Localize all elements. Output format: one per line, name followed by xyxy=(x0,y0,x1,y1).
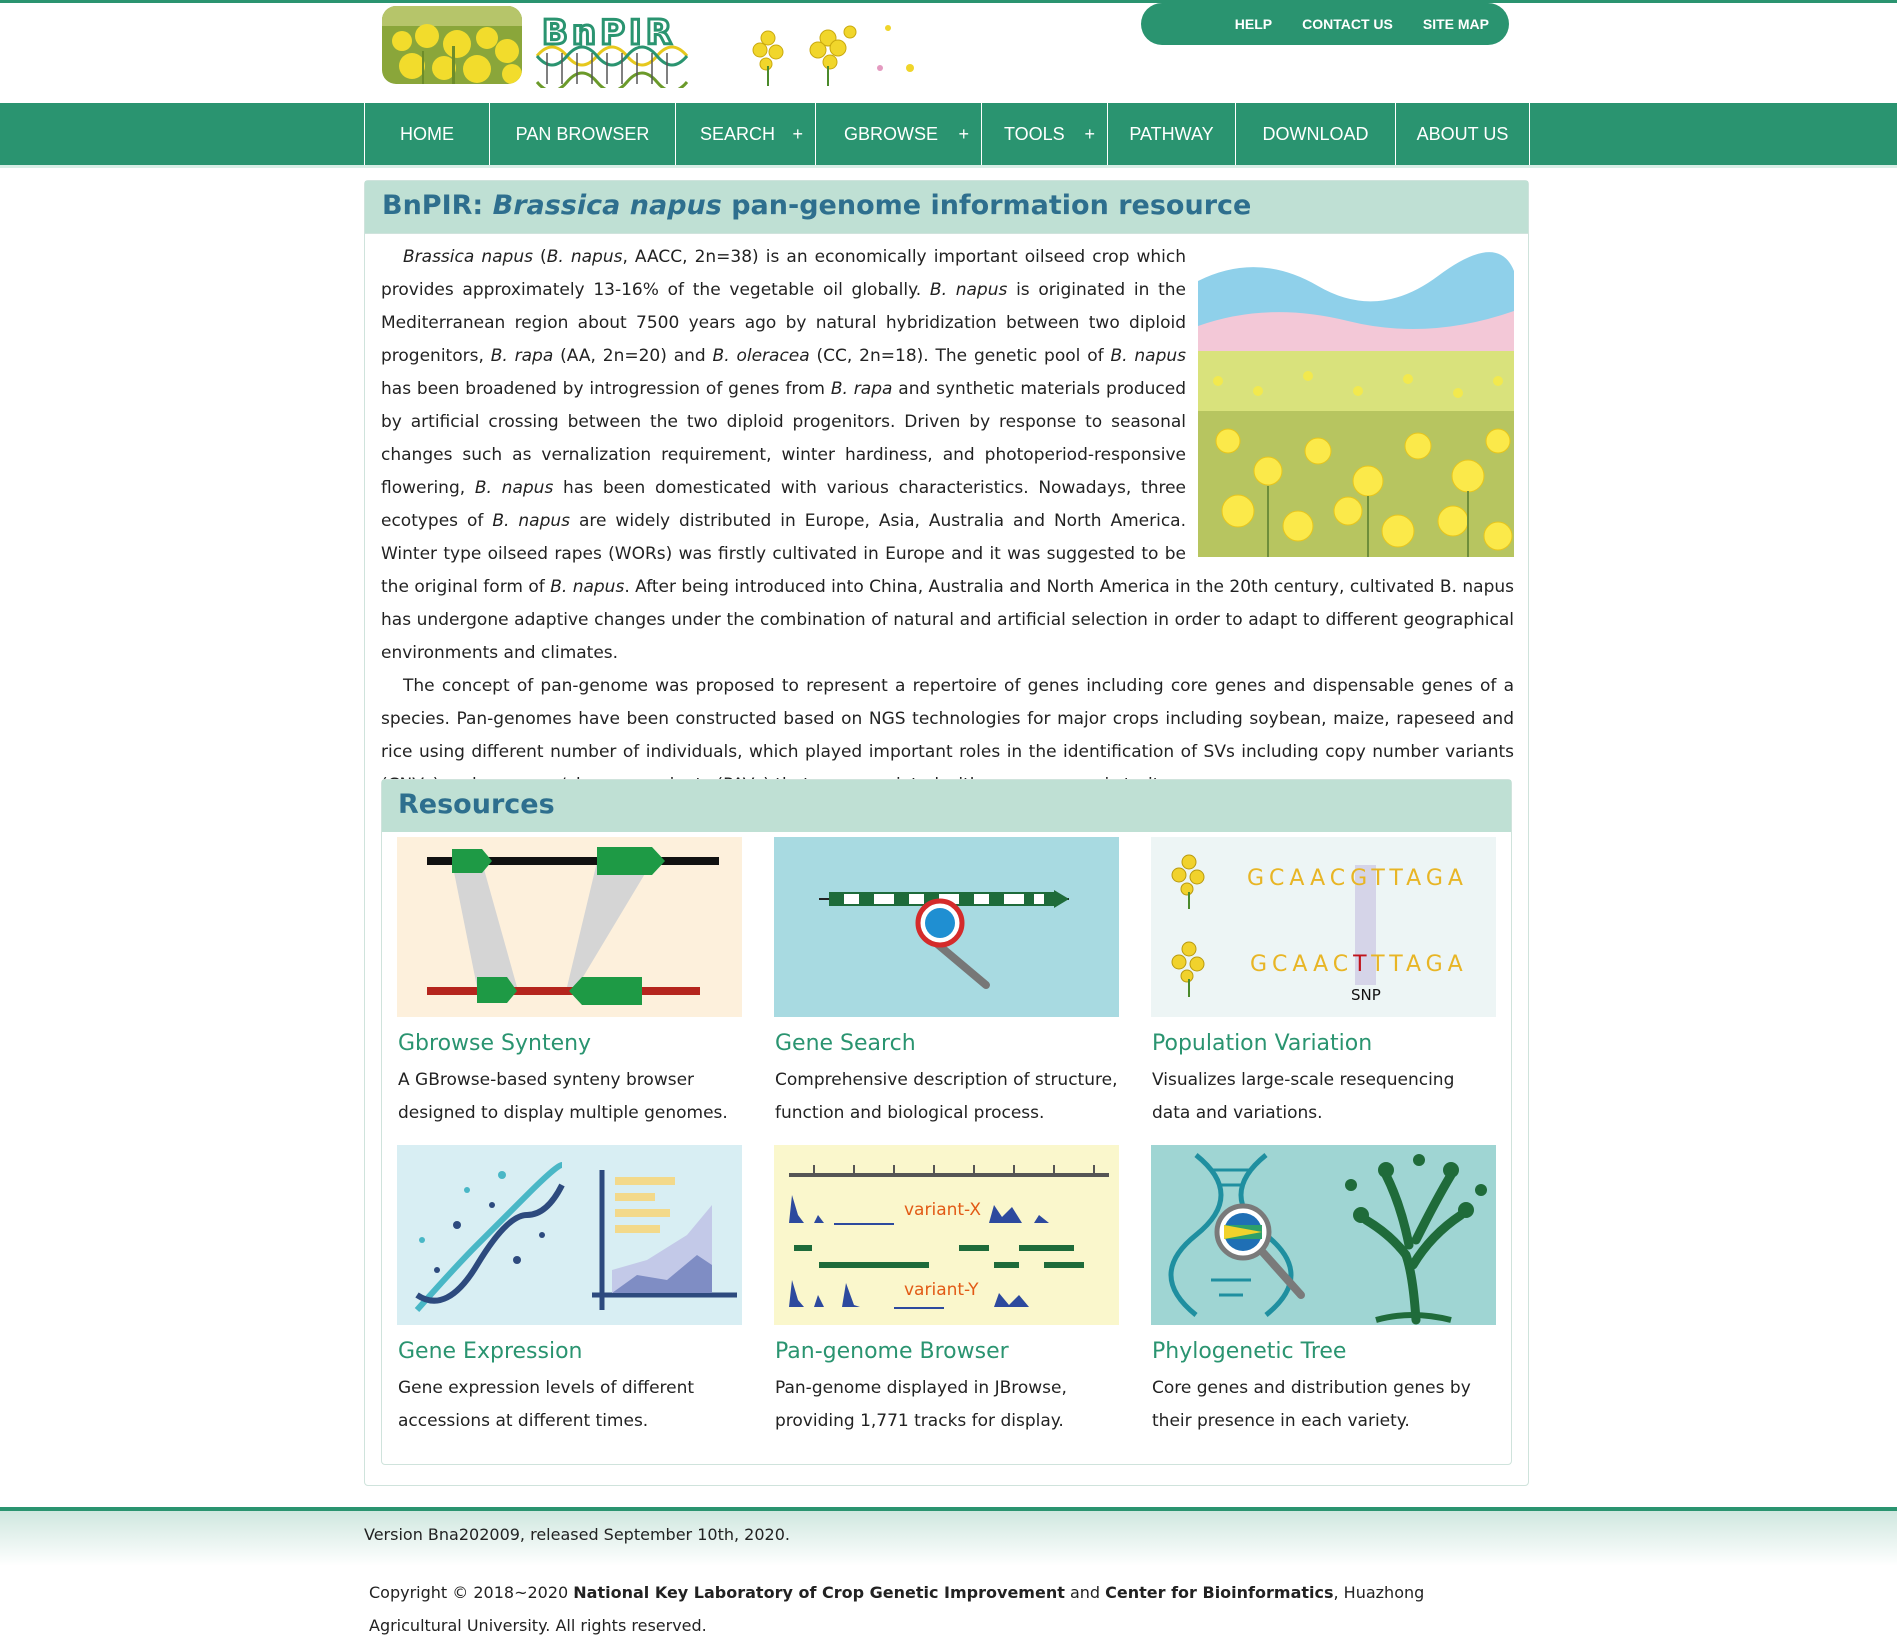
top-links-bar xyxy=(1141,3,1509,45)
intro-text xyxy=(381,241,1514,802)
card-description: Pan-genome displayed in JBrowse, providing 1,771 tracks for display. xyxy=(775,1378,1067,1431)
nav-tools[interactable] xyxy=(982,103,1108,165)
resource-card-gene-expression[interactable] xyxy=(397,1145,742,1438)
svg-text:variant-Y: variant-Y xyxy=(904,1280,979,1300)
nav-home-label: HOME xyxy=(400,123,454,144)
rapeseed-field-illustration xyxy=(1198,241,1514,557)
population-variation-thumbnail[interactable] xyxy=(1151,837,1496,1017)
main-panel-header xyxy=(365,181,1528,234)
nav-pathway-label: PATHWAY xyxy=(1129,123,1214,144)
top-border xyxy=(0,0,1897,3)
svg-text:SNP: SNP xyxy=(1351,986,1381,1004)
expand-icon[interactable]: + xyxy=(1084,123,1095,144)
nav-gbrowse-label: GBROWSE xyxy=(844,123,939,144)
card-description: Core genes and distribution genes by their presence in each variety. xyxy=(1152,1378,1471,1431)
page-title: BnPIR: Brassica napus pan-genome information resource xyxy=(382,190,1252,221)
card-description: Comprehensive description of structure, function and biological process. xyxy=(775,1070,1118,1123)
nav-home[interactable] xyxy=(365,103,490,165)
expand-icon[interactable]: + xyxy=(792,123,803,144)
gene-search-thumbnail[interactable] xyxy=(774,837,1119,1017)
site-map-link[interactable]: SITE MAP xyxy=(1422,16,1489,32)
version-info: Version Bna202009, released September 10th, 2020. xyxy=(364,1525,790,1544)
resource-card-pan-genome-browser[interactable] xyxy=(774,1145,1119,1438)
resource-card-phylogenetic-tree[interactable] xyxy=(1151,1145,1496,1438)
intro-paragraph-1: Brassica napus (B. napus, AACC, 2n=38) is an economically important oilseed crop which provides approximately 13-16% of the vegetable oil globally. B. napus is originated in the Mediterranean region about 7500 years ago by natural hybridization between two diploid progenitors, B. rapa (AA, 2n=20) and B. oleracea (CC, 2n=18). The genetic pool of B. napus has been broadened by introgression of genes from B. rapa and synthetic materials produced by artificial crossing between the two diploid progenitors. Driven by response to seasonal changes such as vernalization requirement, winter hardiness, and photoperiod-responsive flowering, B. napus has been domesticated with various characteristics. Nowadays, three ecotypes of B. napus are widely distributed in Europe, Asia, Australia and North America. Winter type oilseed rapes (WORs) was firstly cultivated in Europe and it was suggested to be the original form of B. napus. After being introduced into China, Australia and North America in the 20th century, cultivated B. napus has undergone adaptive changes under the combination of natural and artificial selection in order to adapt to different geographical environments and climates. xyxy=(381,247,1514,663)
card-title[interactable]: Gene Expression xyxy=(398,1339,583,1364)
expand-icon[interactable]: + xyxy=(958,123,969,144)
nav-search[interactable] xyxy=(676,103,816,165)
intro-paragraph-2: The concept of pan-genome was proposed to represent a repertoire of genes including core genes and dispensable genes of a species. Pan-genomes have been constructed based on NGS technologies for major crops including soybean, maize, rapeseed and rice using different number of individuals, which played important roles in the identification of SVs including copy number variants xyxy=(381,676,1514,762)
resource-card-population-variation[interactable] xyxy=(1151,837,1496,1130)
gene-expression-thumbnail[interactable] xyxy=(397,1145,742,1325)
svg-text:GCAACTTTAGA: GCAACTTTAGA xyxy=(1250,952,1468,977)
resource-card-gbrowse-synteny[interactable] xyxy=(397,837,742,1130)
nav-gbrowse[interactable] xyxy=(816,103,982,165)
card-description: Gene expression levels of different accessions at different times. xyxy=(398,1378,695,1431)
card-title[interactable]: Gene Search xyxy=(775,1031,916,1056)
card-title[interactable]: Gbrowse Synteny xyxy=(398,1031,592,1056)
nav-download-label: DOWNLOAD xyxy=(1262,123,1369,144)
resource-card-gene-search[interactable] xyxy=(774,837,1119,1130)
svg-text:variant-X: variant-X xyxy=(904,1200,981,1220)
nav-pan-browser-label: PAN BROWSER xyxy=(515,123,650,144)
main-navbar xyxy=(0,103,1897,165)
nav-pan-browser[interactable] xyxy=(490,103,676,165)
logo-photo[interactable] xyxy=(382,6,522,84)
resources-header xyxy=(382,780,1511,832)
card-description: A GBrowse-based synteny browser designed to display multiple genomes. xyxy=(398,1070,728,1123)
card-title[interactable]: Phylogenetic Tree xyxy=(1152,1339,1347,1364)
svg-text:GCAACGTTAGA: GCAACGTTAGA xyxy=(1247,866,1468,891)
nav-search-label: SEARCH xyxy=(700,123,776,144)
logo-flowers-illustration xyxy=(738,18,938,88)
resources-section xyxy=(381,779,1512,1465)
card-description: Visualizes large-scale resequencing data and variations. xyxy=(1152,1070,1455,1123)
logo-text[interactable] xyxy=(532,8,702,88)
nav-about-us-label: ABOUT US xyxy=(1416,123,1509,144)
footer-band xyxy=(0,1511,1897,1566)
nav-about-us[interactable] xyxy=(1396,103,1530,165)
synteny-thumbnail[interactable] xyxy=(397,837,742,1017)
nav-tools-label: TOOLS xyxy=(1004,123,1065,144)
phylogenetic-tree-thumbnail[interactable] xyxy=(1151,1145,1496,1325)
contact-us-link[interactable]: CONTACT US xyxy=(1302,16,1393,32)
copyright-info: Copyright © 2018~2020 National Key Laboratory of Crop Genetic Improvement and Center for Bioinformatics, Huazhong Agricultural University. All rights reserved. xyxy=(369,1583,1425,1635)
help-link[interactable]: HELP xyxy=(1234,16,1273,32)
pan-genome-browser-thumbnail[interactable] xyxy=(774,1145,1119,1325)
card-title[interactable]: Pan-genome Browser xyxy=(775,1339,1009,1364)
nav-pathway[interactable] xyxy=(1108,103,1236,165)
nav-download[interactable] xyxy=(1236,103,1396,165)
svg-text:BnPIR: BnPIR xyxy=(542,13,676,53)
resources-title: Resources xyxy=(398,789,555,820)
card-title[interactable]: Population Variation xyxy=(1152,1031,1373,1056)
